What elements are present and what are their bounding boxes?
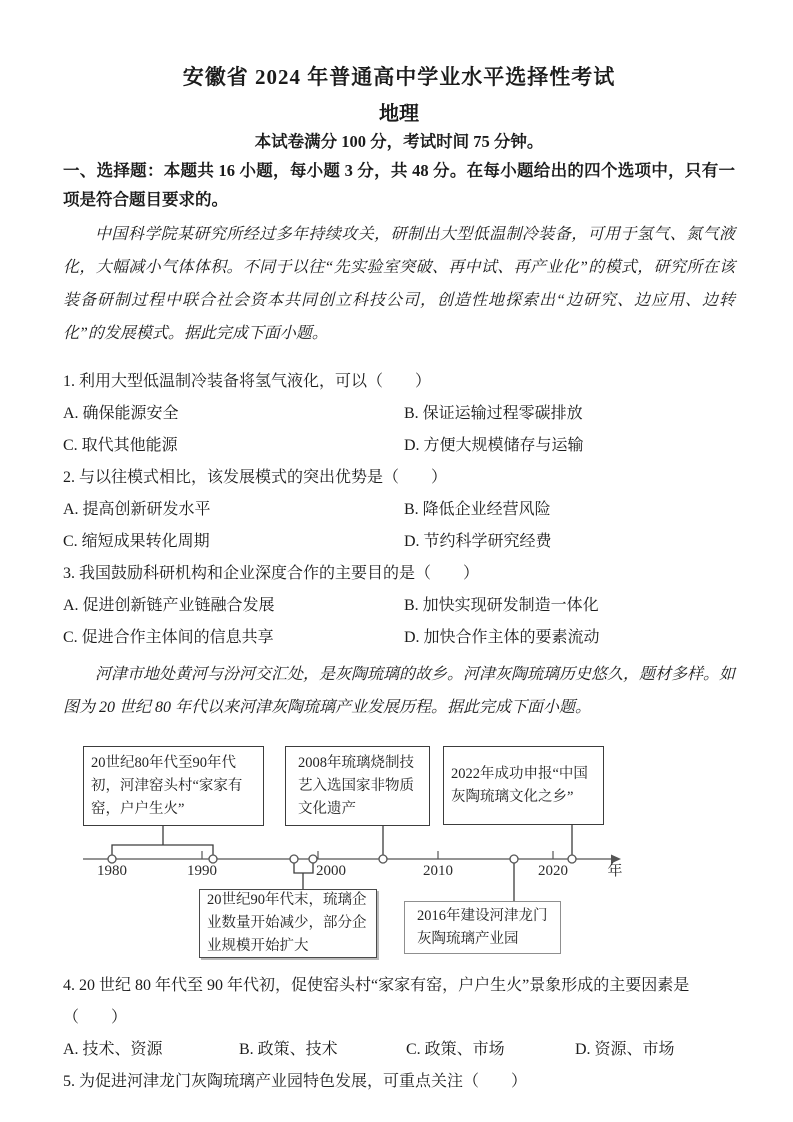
- question-5-stem: 5. 为促进河津龙门灰陶琉璃产业园特色发展，可重点关注（ ）: [63, 1073, 528, 1090]
- question-4-option-d: D. 资源、市场: [575, 1041, 675, 1058]
- section-one-heading: 一、选择题：本题共 16 小题，每小题 3 分，共 48 分。在每小题给出的四个选项中，只有一项是符合题目要求的。: [63, 161, 735, 209]
- question-1-options-row-1: [63, 398, 735, 430]
- exam-title: 安徽省 2024 年普通高中学业水平选择性考试: [182, 65, 616, 89]
- timeline-box-2008-text: 2008年琉璃烧制技艺入选国家非物质文化遗产: [298, 754, 414, 817]
- question-3-option-a: A. 促进创新链产业链融合发展: [63, 597, 275, 614]
- timeline-box-late-1990s-text: 20世纪90年代末，琉璃企业数量开始减少，部分企业规模开始扩大: [207, 892, 367, 954]
- timeline-tick-label-1980: 1980: [97, 863, 127, 879]
- question-1-options-row-2: [63, 430, 735, 462]
- question-1-option-a: A. 确保能源安全: [63, 405, 179, 422]
- question-1-option-d: D. 方便大规模储存与运输: [404, 437, 584, 454]
- timeline-box-1980s-text: 20世纪80年代至90年代初，河津窑头村“家家有窑，户户生火”: [91, 754, 243, 817]
- question-3-option-c: C. 促进合作主体间的信息共享: [63, 629, 274, 646]
- question-1-stem: 1. 利用大型低温制冷装备将氢气液化，可以（ ）: [63, 373, 432, 390]
- question-2-option-c: C. 缩短成果转化周期: [63, 533, 210, 550]
- timeline-axis-unit-label: 年: [607, 863, 623, 879]
- timeline-box-late-1990s-decline: [199, 889, 377, 958]
- question-2-option-d: D. 节约科学研究经费: [404, 533, 552, 550]
- question-2-options-row-1: [63, 494, 735, 526]
- timeline-box-2008-heritage: [285, 746, 430, 826]
- timeline-tick-label-1990: 1990: [187, 863, 217, 879]
- question-4-option-a: A. 技术、资源: [63, 1041, 163, 1058]
- timeline-box-2016-text: 2016年建设河津龙门灰陶琉璃产业园: [417, 907, 548, 947]
- timeline-tick-label-2020: 2020: [538, 863, 568, 879]
- passage-hejin-pottery: 河津市地处黄河与汾河交汇处，是灰陶琉璃的故乡。河津灰陶琉璃历史悠久，题材多样。如图为 20 世纪 80 年代以来河津灰陶琉璃产业发展历程。据此完成下面小题。: [63, 666, 736, 716]
- passage-cryogenic-equipment: 中国科学院某研究所经过多年持续攻关，研制出大型低温制冷装备，可用于氢气、氮气液化，大幅减小气体体积。不同于以往“先实验室突破、再中试、再产业化”的模式，研究所在该装备研制过程中联合社会资本共同创立科技公司，创造性地探索出“边研究、边应用、边转化”的发展模式。据此完成下面小题。: [63, 226, 735, 342]
- question-2-option-a: A. 提高创新研发水平: [63, 501, 211, 518]
- page-content: [63, 0, 735, 1098]
- question-3-options-row-2: [63, 622, 735, 654]
- question-3-option-d: D. 加快合作主体的要素流动: [404, 629, 600, 646]
- timeline-box-2022-culture-town: [443, 746, 604, 825]
- exam-subject: 地理: [379, 103, 419, 125]
- timeline-box-2022-text: 2022年成功申报“中国灰陶琉璃文化之乡”: [451, 765, 588, 805]
- question-2-stem: 2. 与以往模式相比，该发展模式的突出优势是（ ）: [63, 469, 448, 486]
- question-4-stem: 4. 20 世纪 80 年代至 90 年代初，促使窑头村“家家有窑，户户生火”景象形成的主要因素是（ ）: [63, 977, 690, 1026]
- question-2-options-row-2: [63, 526, 735, 558]
- timeline-box-2016-industry-park: [404, 901, 561, 954]
- timeline-tick-label-2000: 2000: [316, 863, 346, 879]
- timeline-tick-label-2010: 2010: [423, 863, 453, 879]
- timeline-box-1980s-kilns: [83, 746, 264, 826]
- question-4-option-b: B. 政策、技术: [239, 1041, 338, 1058]
- exam-info: 本试卷满分 100 分，考试时间 75 分钟。: [254, 132, 544, 151]
- question-1-option-b: B. 保证运输过程零碳排放: [404, 405, 583, 422]
- question-1-option-c: C. 取代其他能源: [63, 437, 178, 454]
- question-2-option-b: B. 降低企业经营风险: [404, 501, 551, 518]
- timeline-diagram: [63, 740, 735, 968]
- question-4-option-c: C. 政策、市场: [406, 1041, 505, 1058]
- question-4-options-row: [63, 1034, 735, 1066]
- question-3-stem: 3. 我国鼓励科研机构和企业深度合作的主要目的是（ ）: [63, 565, 480, 582]
- question-3-option-b: B. 加快实现研发制造一体化: [404, 597, 599, 614]
- question-3-options-row-1: [63, 590, 735, 622]
